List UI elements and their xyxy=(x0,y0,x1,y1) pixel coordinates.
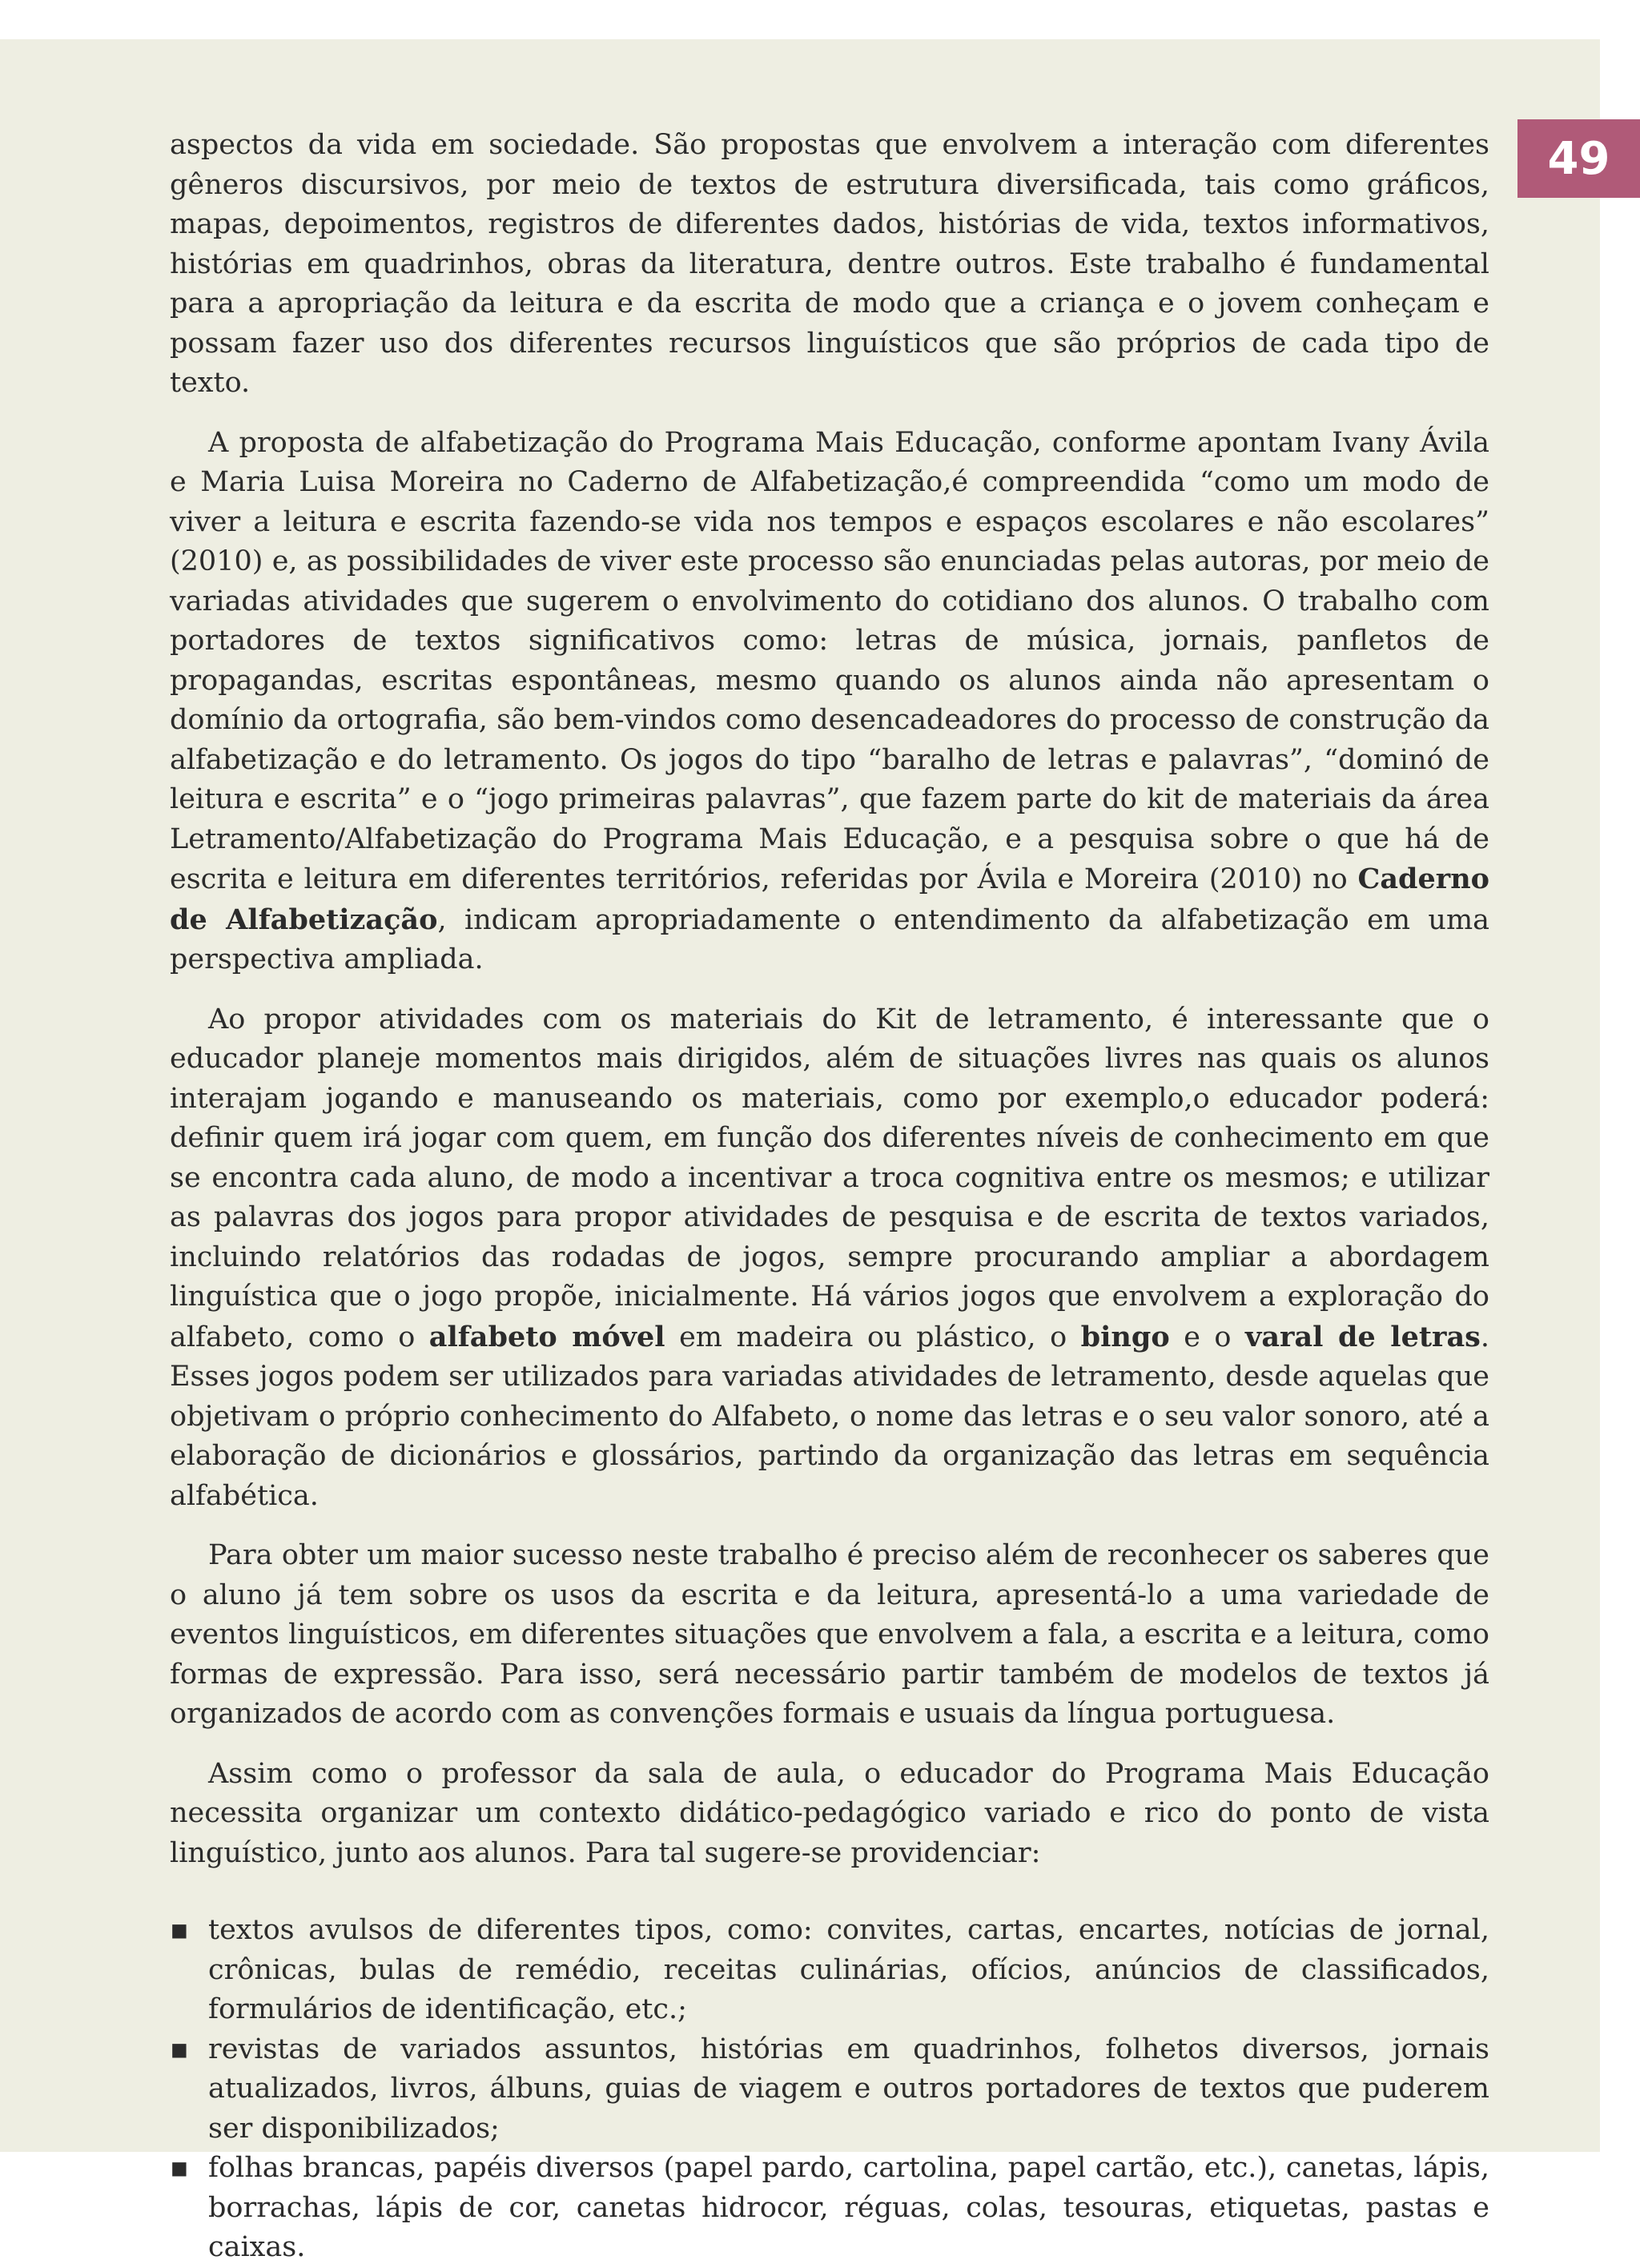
list-item xyxy=(170,2149,1489,2268)
bullet-marker-icon: ▪ xyxy=(170,1914,189,1946)
paragraph-5: Assim como o professor da sala de aula, o educador do Programa Mais Educação necessita organizar um contexto didático-pedagógico variado e rico do ponto de vista linguístico, junto aos alunos. Para tal sugere-se providenciar: xyxy=(170,1757,1489,1869)
materials-list xyxy=(170,1911,1489,2268)
paragraph-2-bold-title: Caderno de Alfabetização xyxy=(170,863,1489,936)
paragraph-3 xyxy=(170,1000,1489,1517)
list-item-text: folhas brancas, papéis diversos (papel pardo, cartolina, papel cartão, etc.), canetas, lápis, borrachas, lápis de cor, canetas hidrocor, réguas, colas, tesouras, etiquetas, pastas e caixas. xyxy=(208,2152,1489,2263)
paragraph-3-bold-alfabeto-movel: alfabeto móvel xyxy=(428,1320,665,1353)
page-number: 49 xyxy=(1547,132,1610,185)
bullet-marker-icon: ▪ xyxy=(170,2152,189,2184)
paragraph-4: Para obter um maior sucesso neste trabalho é preciso além de reconhecer os saberes que o aluno já tem sobre os usos da escrita e da leitura, apresentá-lo a uma variedade de eventos linguísticos, em diferentes situações que envolvem a fala, a escrita e a leitura, como formas de expressão. Para isso, será necessário partir também de modelos de textos já organizados de acordo com as convenções formais e usuais da língua portuguesa. xyxy=(170,1539,1489,1730)
list-item xyxy=(170,1911,1489,2030)
paragraph-3-text-d: . Esses jogos podem ser utilizados para variadas atividades de letramento, desde aquelas que objetivam o próprio conhecimento do Alfabeto, o nome das letras e o seu valor sonoro, até a elaboração de dicionários e glossários, partindo da organização das letras em sequência alfabética. xyxy=(170,1321,1489,1512)
list-item-text: revistas de variados assuntos, histórias em quadrinhos, folhetos diversos, jornais atualizados, livros, álbuns, guias de viagem e outros portadores de textos que puderem ser disponibilizados; xyxy=(208,2033,1489,2145)
list-item-text: textos avulsos de diferentes tipos, como: convites, cartas, encartes, notícias de jornal, crônicas, bulas de remédio, receitas culinárias, ofícios, anúncios de classificados, formulários de identificação, etc.; xyxy=(208,1914,1489,2025)
bullet-marker-icon: ▪ xyxy=(170,2033,189,2065)
paragraph-3-bold-bingo: bingo xyxy=(1080,1320,1170,1353)
list-item xyxy=(170,2030,1489,2149)
paragraph-2-text-b: , indicam apropriadamente o entendimento da alfabetização em uma perspectiva ampliada. xyxy=(170,903,1489,975)
paragraph-3-bold-varal: varal de letras xyxy=(1245,1320,1481,1353)
paragraph-2-text-a: A proposta de alfabetização do Programa Mais Educação, conforme apontam Ivany Ávila e Maria Luisa Moreira no Caderno de Alfabetização,é compreendida “como um modo de viver a leitura e escrita fazendo-se vida nos tempos e espaços escolares e não escolares” (2010) e, as possibilidades de viver este processo são enunciadas pelas autoras, por meio de variadas atividades que sugerem o envolvimento do cotidiano dos alunos. O trabalho com portadores de textos significativos como: letras de música, jornais, panfletos de propagandas, escritas espontâneas, mesmo quando os alunos ainda não apresentam o domínio da ortografia, são bem-vindos como desencadeadores do processo de construção da alfabetização e do letramento. Os jogos do tipo “baralho de letras e palavras”, “dominó de leitura e escrita” e o “jogo primeiras palavras”, que fazem parte do kit de materiais da área Letramento/Alfabetização do Programa Mais Educação, e a pesquisa sobre o que há de escrita e leitura em diferentes territórios, referidas por Ávila e Moreira (2010) no xyxy=(170,426,1489,895)
paragraph-3-text-b: em madeira ou plástico, o xyxy=(665,1321,1081,1353)
paragraph-3-text-c: e o xyxy=(1169,1321,1245,1353)
paragraph-3-text-a: Ao propor atividades com os materiais do Kit de letramento, é interessante que o educador planeje momentos mais dirigidos, além de situações livres nas quais os alunos interajam jogando e manuseando os materiais, como por exemplo,o educador poderá: definir quem irá jogar com quem, em função dos diferentes níveis de conhecimento em que se encontra cada aluno, de modo a incentivar a troca cognitiva entre os mesmos; e utilizar as palavras dos jogos para propor atividades de pesquisa e de escrita de textos variados, incluindo relatórios das rodadas de jogos, sempre procurando ampliar a abordagem linguística que o jogo propõe, inicialmente. Há vários jogos que envolvem a exploração do alfabeto, como o xyxy=(170,1003,1489,1353)
paragraph-1: aspectos da vida em sociedade. São propostas que envolvem a interação com diferentes gêneros discursivos, por meio de textos de estrutura diversificada, tais como gráficos, mapas, depoimentos, registros de diferentes dados, histórias de vida, textos informativos, histórias em quadrinhos, obras da literatura, dentre outros. Este trabalho é fundamental para a apropriação da leitura e da escrita de modo que a criança e o jovem conheçam e possam fazer uso dos diferentes recursos linguísticos que são próprios de cada tipo de texto. xyxy=(170,129,1489,399)
page-number-badge xyxy=(1517,119,1640,198)
paragraph-2 xyxy=(170,424,1489,980)
document-body xyxy=(170,126,1489,2268)
